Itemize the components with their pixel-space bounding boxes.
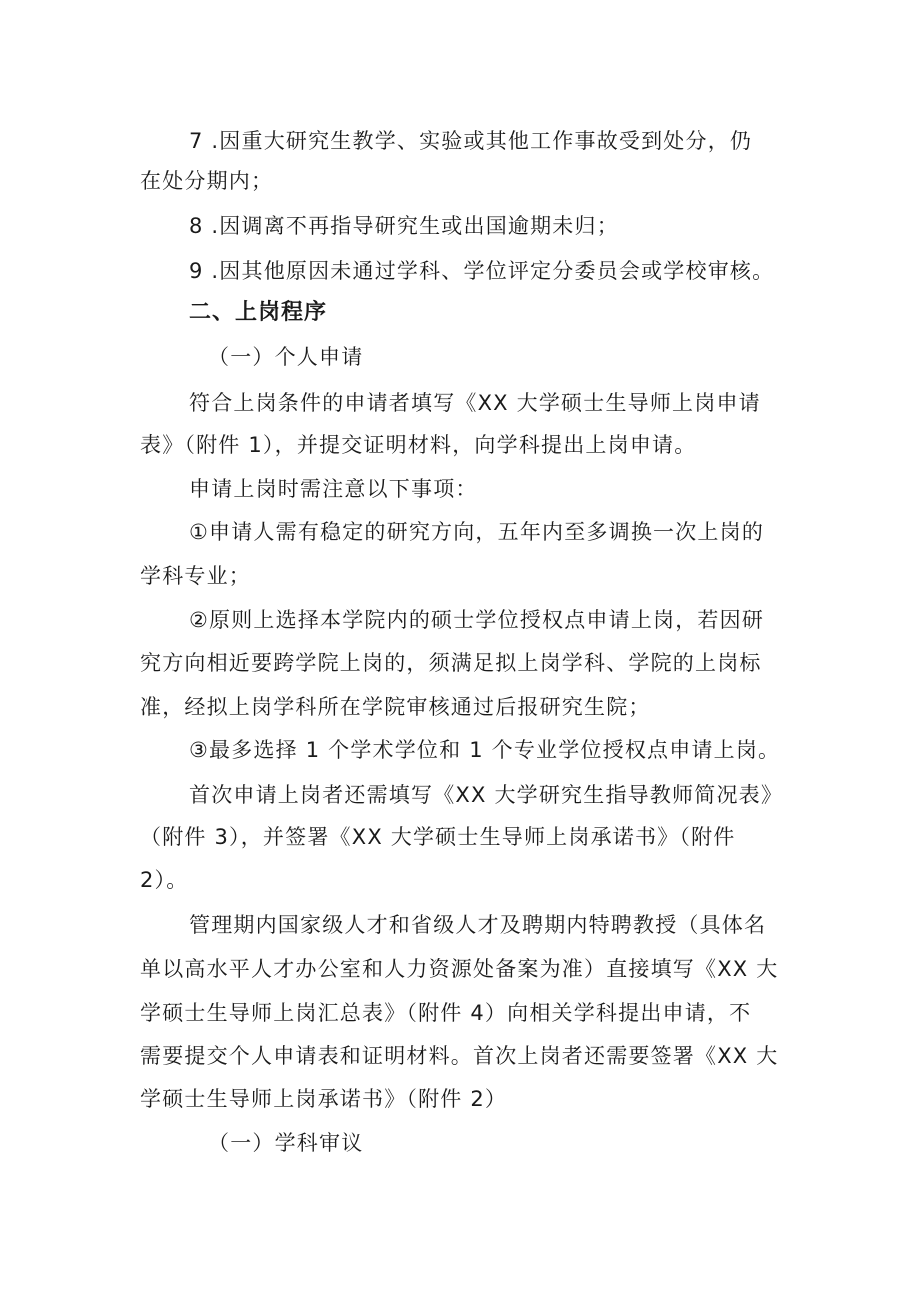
subsection-heading-2: （一）学科审议 (208, 1131, 364, 1155)
paragraph-4-line-2: 单以高水平人才办公室和人力资源处备案为准）直接填写《XX 大 (140, 957, 779, 981)
paragraph-4-line-5: 学硕士生导师上岗承诺书》（附件 2） (140, 1087, 508, 1111)
item-9: 9 .因其他原因未通过学科、学位评定分委员会或学校审核。 (189, 259, 775, 283)
paragraph-3-line-2: （附件 3），并签署《XX 大学硕士生导师上岗承诺书》（附件 (140, 825, 736, 849)
note-2-line-2: 究方向相近要跨学院上岗的，须满足拟上岗学科、学院的上岗标 (140, 651, 762, 675)
section-heading: 二、上岗程序 (189, 300, 328, 325)
note-3: ③最多选择 1 个学术学位和 1 个专业学位授权点申请上岗。 (189, 738, 781, 762)
item-7-line-1: 7 .因重大研究生教学、实验或其他工作事故受到处分，仍 (189, 129, 753, 153)
paragraph-1-line-2: 表》（附件 1），并提交证明材料，向学科提出上岗申请。 (140, 433, 697, 457)
note-1-line-1: ①申请人需有稳定的研究方向，五年内至多调换一次上岗的 (189, 520, 765, 544)
paragraph-4-line-1: 管理期内国家级人才和省级人才及聘期内特聘教授（具体名 (189, 913, 767, 937)
paragraph-1-line-1: 符合上岗条件的申请者填写《XX 大学硕士生导师上岗申请 (189, 391, 761, 415)
note-2-line-1: ②原则上选择本学院内的硕士学位授权点申请上岗，若因研 (189, 608, 765, 632)
note-1-line-2: 学科专业； (140, 564, 251, 588)
paragraph-4-line-3: 学硕士生导师上岗汇总表》（附件 4）向相关学科提出申请，不 (140, 1001, 752, 1025)
item-8: 8 .因调离不再指导研究生或出国逾期未归； (189, 214, 619, 238)
note-2-line-3: 准，经拟上岗学科所在学院审核通过后报研究生院； (140, 695, 651, 719)
paragraph-3-line-3: 2）。 (140, 868, 189, 892)
paragraph-3-line-1: 首次申请上岗者还需填写《XX 大学研究生指导教师简况表》 (189, 783, 784, 807)
item-7-line-2: 在处分期内； (140, 169, 274, 193)
paragraph-4-line-4: 需要提交个人申请表和证明材料。首次上岗者还需要签署《XX 大 (140, 1044, 779, 1068)
paragraph-2: 申请上岗时需注意以下事项： (189, 477, 478, 501)
subsection-heading-1: （一）个人申请 (208, 345, 364, 369)
